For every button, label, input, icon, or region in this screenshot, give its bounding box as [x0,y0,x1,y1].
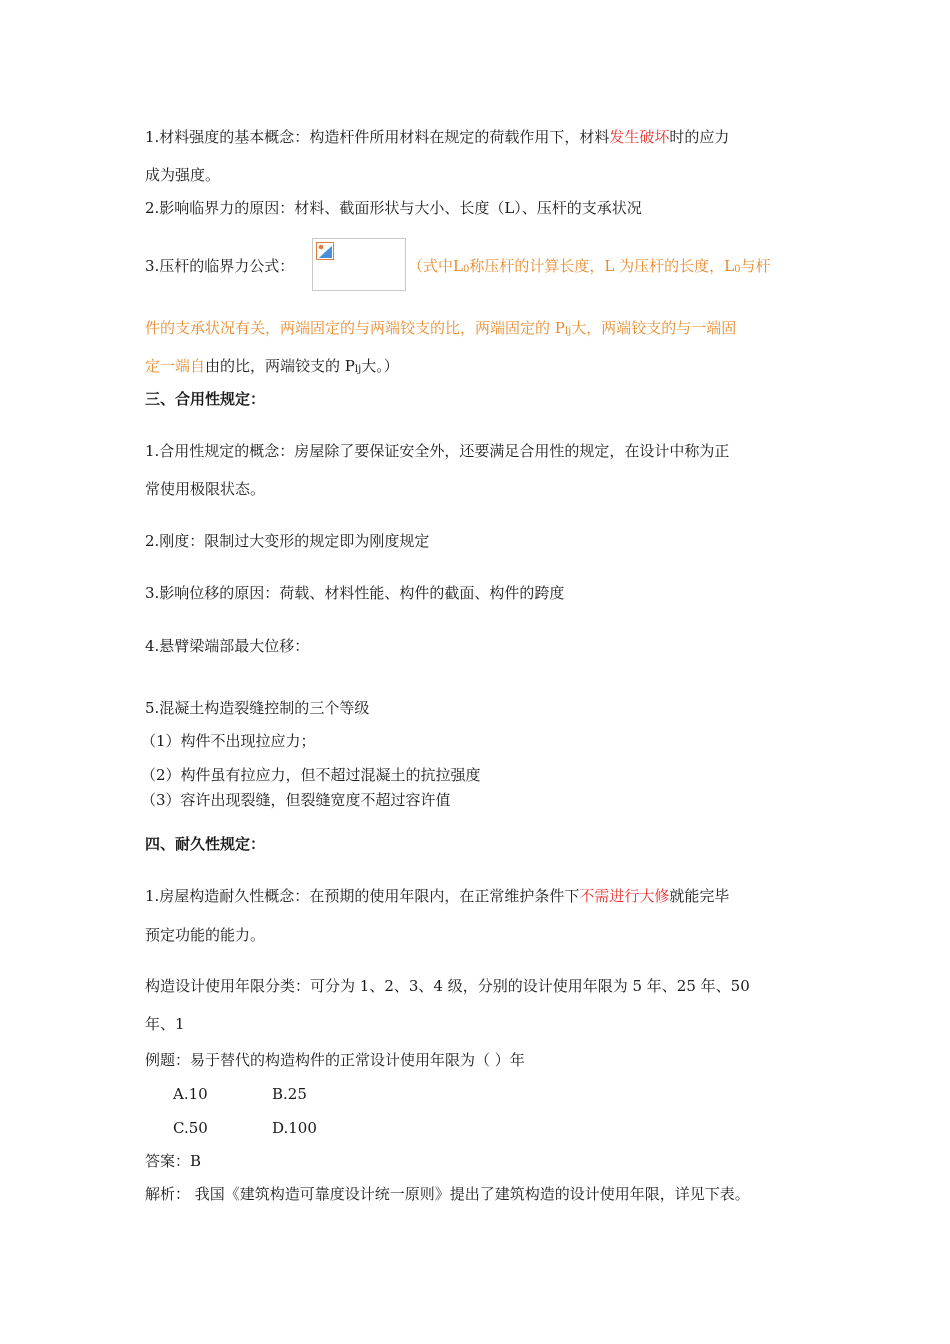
option-b: B.25 [272,1085,307,1103]
para-material-strength [145,127,729,147]
text: 件的支承状况有关，两端固定的与两端铰支的比，两端固定的 P [145,319,565,337]
para-critical-force-factors: 2.影响临界力的原因：材料、截面形状与大小、长度（L）、压杆的支承状况 [145,199,642,217]
heading-durability: 四、耐久性规定： [145,835,266,853]
subscript: lj [354,364,362,375]
text: 1.房屋构造耐久性概念：在预期的使用年限内，在正常维护条件下 [145,887,580,905]
example-question: 例题：易于替代的构造构件的正常设计使用年限为（ ）年 [145,1051,525,1069]
text: L [724,257,735,275]
text: 就能完毕 [669,887,730,905]
formula-note-cont [145,318,736,342]
heading-serviceability: 三、合用性规定： [145,390,266,408]
highlight-red: 发生破坏 [609,128,670,146]
text: L [453,257,463,275]
option-d: D.100 [272,1119,317,1137]
text: 大，两端铰支的与一端固 [571,319,737,337]
option-c: C.50 [173,1119,208,1137]
highlight-red: 不需进行大修 [579,887,670,905]
highlight-orange: 定一端自 [145,357,206,375]
para-cantilever-displacement: 4.悬臂梁端部最大位移： [145,637,310,655]
subscript: 0 [734,264,741,275]
para-durability-concept [145,886,729,906]
crack-level-3: （3）容许出现裂缝，但裂缝宽度不超过容许值 [141,791,451,809]
para-material-strength-cont: 成为强度。 [145,166,221,184]
crack-level-2: （2）构件虽有拉应力，但不超过混凝土的抗拉强度 [141,766,481,784]
formula-image-placeholder [312,238,406,291]
text: （式中 [408,257,454,275]
explanation: 解析： 我国《建筑构造可靠度设计统一原则》提出了建筑构造的设计使用年限，详见下表。 [145,1185,750,1203]
text: 由的比，两端铰支的 P [205,357,355,375]
subscript: 0 [462,264,470,275]
para-serviceability-concept-cont: 常使用极限状态。 [145,480,266,498]
para-critical-force-formula-label: 3.压杆的临界力公式： [145,257,295,275]
text: 1.材料强度的基本概念：构造杆件所用材料在规定的荷载作用下，材料 [145,128,610,146]
option-a: A.10 [173,1085,208,1103]
broken-image-icon [316,242,334,260]
para-service-life-classes: 构造设计使用年限分类：可分为 1、2、3、4 级，分别的设计使用年限为 5 年、25 年、50 [145,977,750,995]
text: 与杆 [740,257,771,275]
text: 大。） [361,357,399,375]
para-serviceability-concept: 1.合用性规定的概念：房屋除了要保证安全外，还要满足合用性的规定，在设计中称为正 [145,442,730,460]
text: 称压杆的计算长度，L 为压杆的长度， [469,257,725,275]
crack-level-1: （1）构件不出现拉应力； [141,732,316,750]
formula-note-end [145,356,399,380]
para-stiffness: 2.刚度：限制过大变形的规定即为刚度规定 [145,532,430,550]
subscript: lj [564,326,572,337]
formula-note [408,256,770,280]
para-service-life-classes-cont: 年、1 [145,1015,185,1033]
answer: 答案：B [145,1152,202,1170]
para-crack-control-levels: 5.混凝土构造裂缝控制的三个等级 [145,699,370,717]
text: 时的应力 [669,128,730,146]
para-displacement-factors: 3.影响位移的原因：荷载、材料性能、构件的截面、构件的跨度 [145,584,565,602]
para-durability-concept-cont: 预定功能的能力。 [145,926,266,944]
